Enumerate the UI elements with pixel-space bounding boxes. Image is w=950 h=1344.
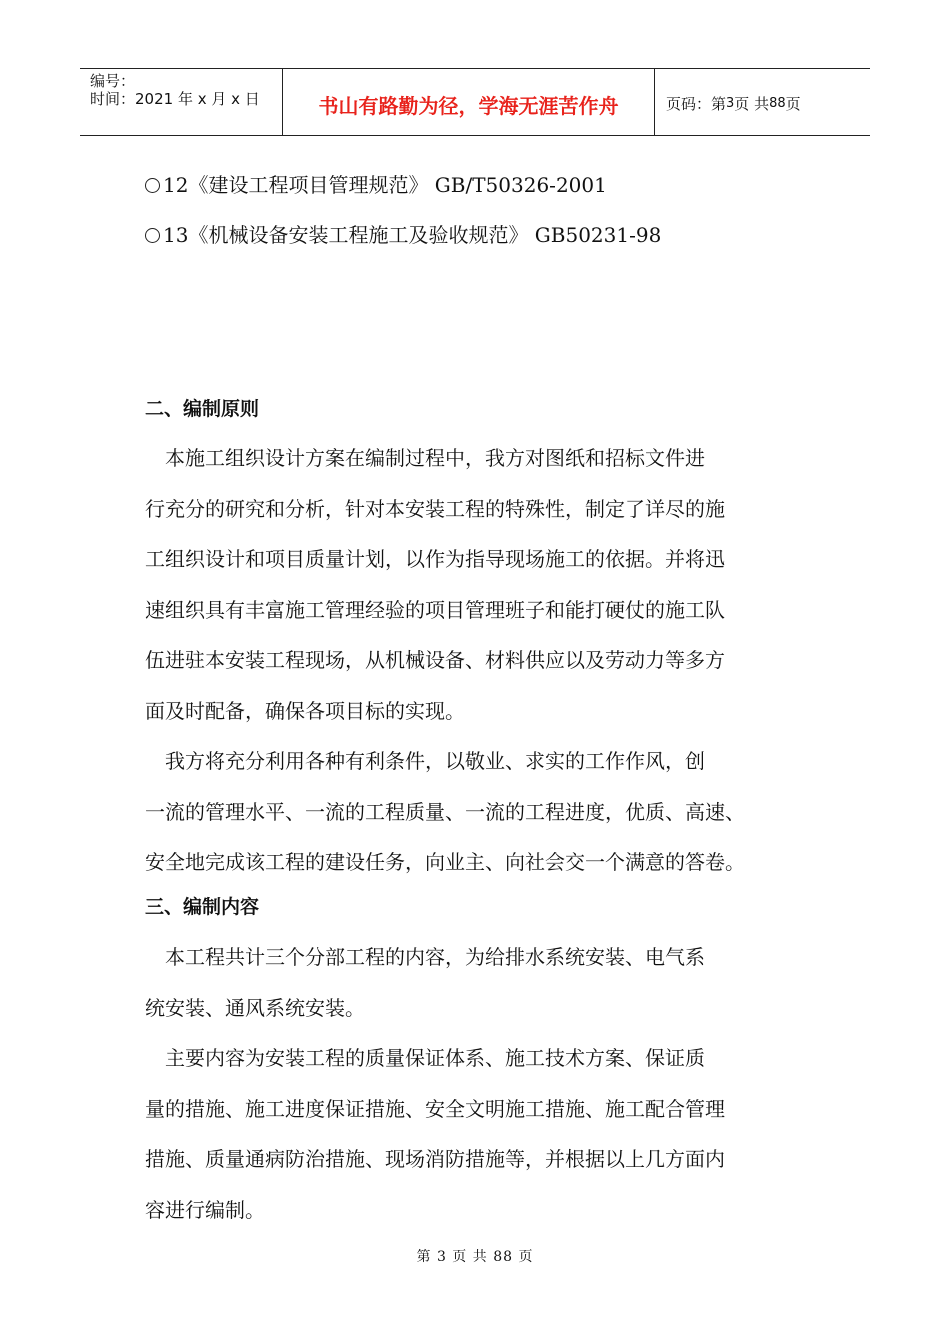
paragraph-line: 主要内容为安装工程的质量保证体系、施工技术方案、保证质 xyxy=(145,1046,705,1070)
reference-text: 13《机械设备安装工程施工及验收规范》 GB50231-98 xyxy=(163,223,662,247)
section-heading: 三、编制内容 xyxy=(145,896,260,918)
circle-bullet-icon xyxy=(145,228,160,243)
code-label: 编号： xyxy=(90,72,136,90)
header-meta-cell xyxy=(80,69,283,135)
paragraph-line: 量的措施、施工进度保证措施、安全文明施工措施、施工配合管理 xyxy=(145,1096,725,1121)
reference-item xyxy=(145,172,607,198)
paragraph-line: 面及时配备，确保各项目标的实现。 xyxy=(145,698,465,723)
page-info-total: 88 xyxy=(769,96,786,111)
paragraph-line: 一流的管理水平、一流的工程质量、一流的工程进度，优质、高速、 xyxy=(145,799,745,824)
paragraph xyxy=(145,736,820,888)
paragraph-line: 安全地完成该工程的建设任务，向业主、向社会交一个满意的答卷。 xyxy=(145,850,745,874)
reference-text: 12《建设工程项目管理规范》 GB/T50326-2001 xyxy=(163,173,607,197)
header-page-info xyxy=(655,69,870,135)
paragraph xyxy=(145,433,820,736)
paragraph-line: 容进行编制。 xyxy=(145,1197,265,1222)
paragraph-line: 我方将充分利用各种有利条件，以敬业、求实的工作作风，创 xyxy=(145,749,705,773)
paragraph xyxy=(145,1033,820,1235)
page-header xyxy=(80,68,870,136)
date-label: 时间：2021 年 x 月 x 日 xyxy=(90,90,260,108)
paragraph-line: 本施工组织设计方案在编制过程中，我方对图纸和招标文件进 xyxy=(145,446,705,470)
paragraph xyxy=(145,932,820,1033)
paragraph-line: 统安装、通风系统安装。 xyxy=(145,995,365,1020)
header-motto: 书山有路勤为径，学海无涯苦作舟 xyxy=(283,69,655,135)
paragraph-line: 措施、质量通病防治措施、现场消防措施等，并根据以上几方面内 xyxy=(145,1147,725,1171)
circle-bullet-icon xyxy=(145,178,160,193)
reference-item xyxy=(145,222,661,248)
page-footer: 第 3 页 共 88 页 xyxy=(416,1249,534,1265)
section-heading: 二、编制原则 xyxy=(145,398,260,420)
paragraph-line: 工组织设计和项目质量计划，以作为指导现场施工的依据。并将迅 xyxy=(145,547,725,571)
paragraph-line: 行充分的研究和分析，针对本安装工程的特殊性，制定了详尽的施 xyxy=(145,496,725,521)
page-info-suffix: 页 xyxy=(785,95,801,113)
page-info-current: 3 xyxy=(726,96,735,111)
paragraph-line: 速组织具有丰富施工管理经验的项目管理班子和能打硬仗的施工队 xyxy=(145,597,725,622)
page-info-middle: 页 共 xyxy=(734,95,770,113)
page-info-prefix: 页码：第 xyxy=(666,95,727,113)
paragraph-line: 本工程共计三个分部工程的内容，为给排水系统安装、电气系 xyxy=(145,945,705,969)
paragraph-line: 伍进驻本安装工程现场，从机械设备、材料供应以及劳动力等多方 xyxy=(145,648,725,672)
